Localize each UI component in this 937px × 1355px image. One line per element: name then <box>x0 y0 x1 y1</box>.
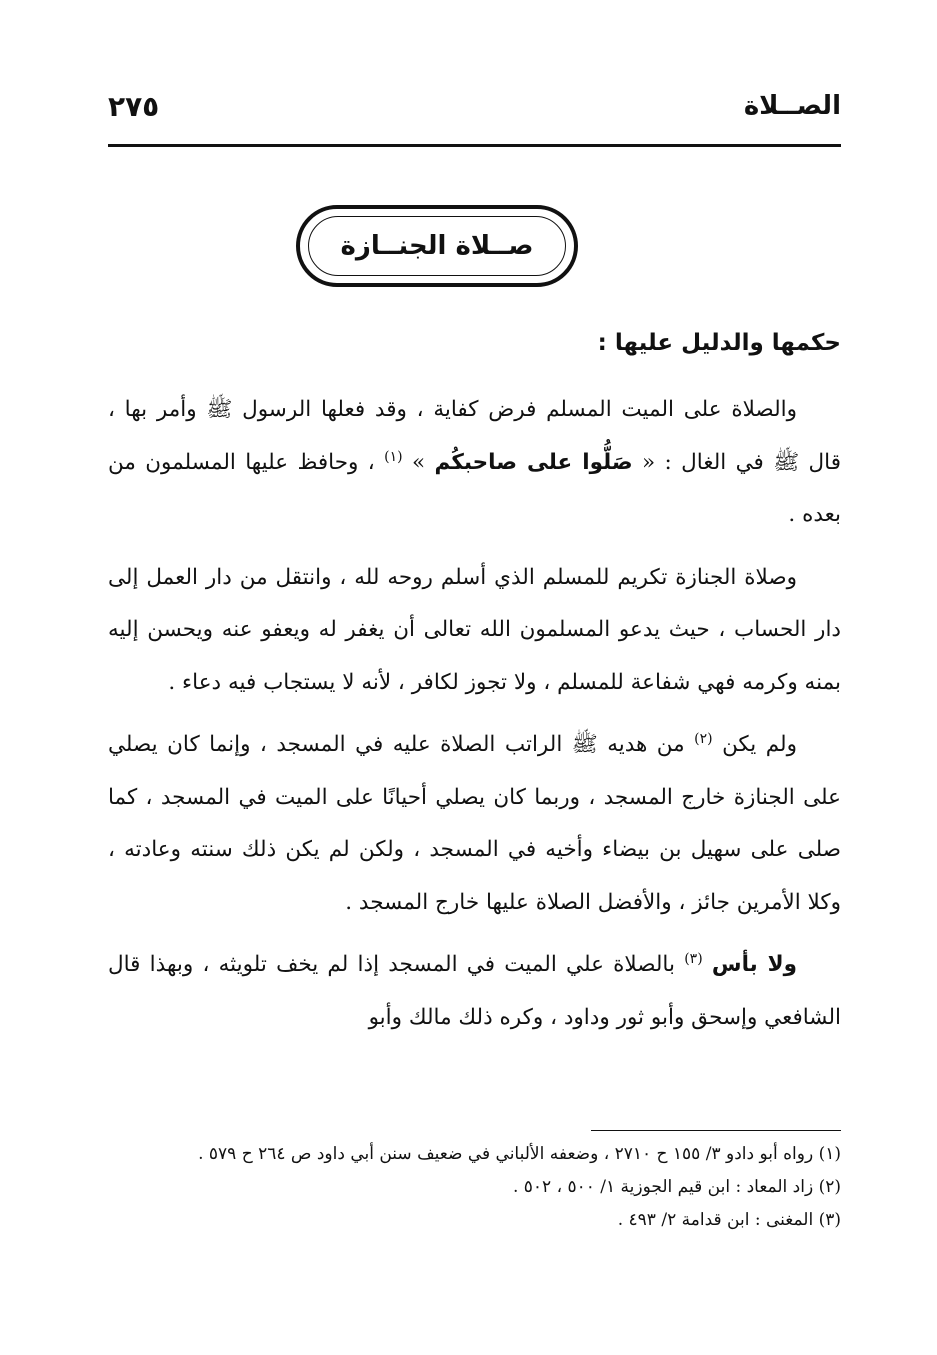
section-heading: حكمها والدليل عليها : <box>597 330 841 356</box>
hadith-quote: صَلُّوا على صاحبكُم <box>434 449 633 475</box>
page-number: ٢٧٥ <box>108 89 160 123</box>
paragraph-3-text-a: ولم يكن <box>712 732 797 757</box>
paragraph-1-text-a: والصلاة على الميت المسلم فرض كفاية ، وقد فعلها الرسول ﷺ وأمر بها ، قال ﷺ في الغال : « <box>108 397 841 475</box>
footnote-2: (٢) زاد المعاد : ابن قيم الجوزية ١/ ٥٠٠ ، ٥٠٢ . <box>512 1177 841 1197</box>
running-header <box>108 78 841 134</box>
chapter-title: صــلاة الجنــازة <box>340 231 534 261</box>
footnote-ref-3: (٣) <box>684 950 703 967</box>
footnote-1: (١) رواه أبو دادو ٣/ ١٥٥ ح ٢٧١٠ ، وضعفه الألباني في ضعيف سنن أبي داود ص ٢٦٤ ح ٥٧٩ . <box>198 1144 841 1164</box>
footnote-rule <box>591 1130 841 1131</box>
paragraph-3 <box>108 719 841 929</box>
paragraph-4 <box>108 939 841 1044</box>
paragraph-1-text-b: » <box>411 449 435 475</box>
footnote-ref-1: (١) <box>384 448 403 465</box>
paragraph-1-text-c: ، وحافظ عليها المسلمون من بعده . <box>108 449 841 527</box>
header-rule <box>108 144 841 147</box>
body-text <box>108 384 841 1054</box>
chapter-title-frame <box>296 205 578 287</box>
paragraph-2: وصلاة الجنازة تكريم للمسلم الذي أسلم روحه لله ، وانتقل من دار العمل إلى دار الحساب ، حيث يدعو المسلمون الله تعالى أن يغفر له ويعفو عنه ويحسن إليه بمنه وكرمه فهي شفاعة للمسلم ، ولا تجوز لكافر ، لأنه لا يستجاب فيه دعاء . <box>108 564 841 695</box>
footnotes <box>108 1140 841 1239</box>
footnote-3: (٣) المغنى : ابن قدامة ٢/ ٤٩٣ . <box>617 1210 841 1230</box>
paragraph-1 <box>108 384 841 542</box>
paragraph-4-lead: ولا بأس <box>711 952 797 977</box>
footnote-ref-2: (٢) <box>694 730 713 747</box>
running-title: الصــلاة <box>743 91 841 121</box>
paragraph-4-text: بالصلاة علي الميت في المسجد إذا لم يخف تلويثه ، وبهذا قال الشافعي وإسحق وأبو ثور وداود ، وكره ذلك مالك وأبو <box>108 952 841 1030</box>
paragraph-3-text-b: من هديه ﷺ الراتب الصلاة عليه في المسجد ، وإنما كان يصلي على الجنازة خارج المسجد ، وربما كان يصلي أحيانًا على الميت في المسجد ، كما صلى على سهيل بن بيضاء وأخيه في المسجد ، ولكن لم يكن ذلك سنته وعادته ، وكلا الأمرين جائز ، والأفضل الصلاة عليها خارج المسجد . <box>108 732 841 915</box>
